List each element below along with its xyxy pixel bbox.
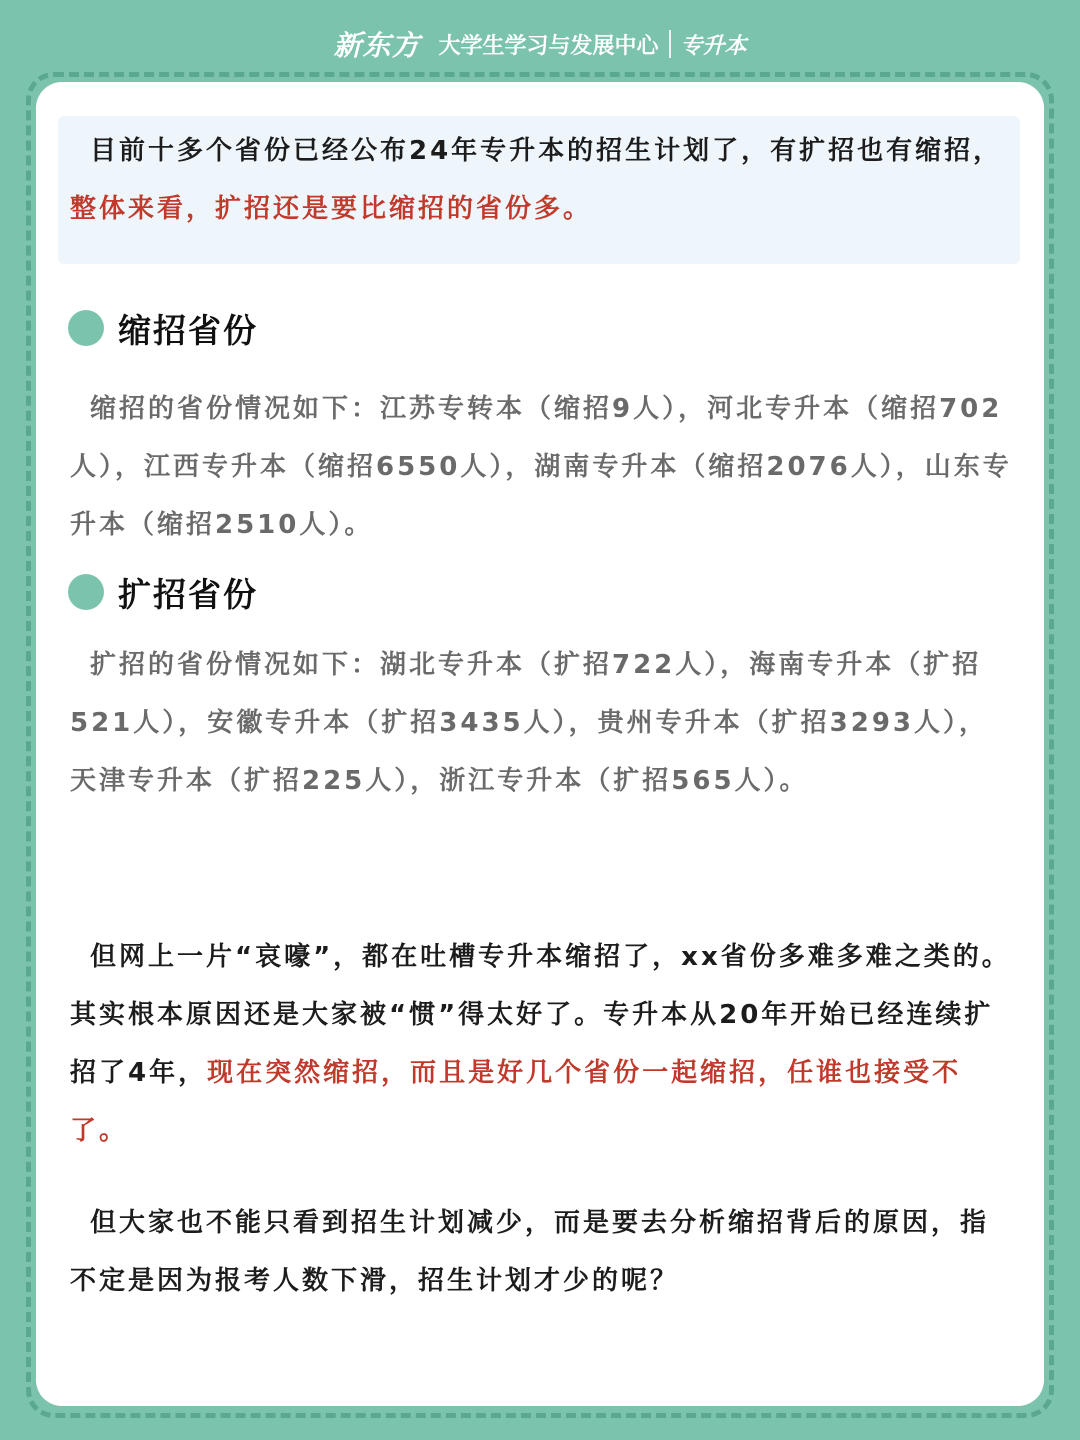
shrink-text: 缩招的省份情况如下：江苏专转本（缩招9人），河北专升本（缩招702人），江西专升本（缩招6550人），湖南专升本（缩招2076人），山东专升本（缩招2510人）。 [70,394,1012,540]
brand-center-name: 大学生学习与发展中心 [438,33,659,59]
intro-highlight: 整体来看，扩招还是要比缩招的省份多。 [70,194,593,224]
intro-paragraph [70,122,1015,238]
analysis-paragraph [70,1194,1015,1310]
complaint-paragraph [70,928,1015,1160]
brand-tag: 专升本 [680,33,747,59]
section-title-shrink [68,306,258,350]
bullet-dot-icon [68,574,104,610]
intro-text: 目前十多个省份已经公布24年专升本的招生计划了，有扩招也有缩招， [90,136,1003,166]
complaint-highlight: 现在突然缩招，而且是好几个省份一起缩招，任谁也接受不了。 [70,1058,962,1146]
brand-header [0,22,1080,66]
bullet-dot-icon [68,310,104,346]
analysis-text: 但大家也不能只看到招生计划减少，而是要去分析缩招背后的原因，指不定是因为报考人数下滑，招生计划才少的呢？ [70,1208,990,1296]
complaint-text: 但网上一片“哀嚎”，都在吐槽专升本缩招了，xx省份多难多难之类的。其实根本原因还是大家被“惯”得太好了。专升本从20年开始已经连续扩招了4年， [70,942,1011,1088]
shrink-paragraph [70,380,1015,554]
section-title-expand-text: 扩招省份 [118,574,258,614]
section-title-shrink-text: 缩招省份 [118,310,258,350]
section-title-expand [68,570,258,614]
brand-divider [669,30,671,58]
expand-paragraph [70,636,1015,810]
brand-logo: 新东方 [333,29,421,62]
expand-text: 扩招的省份情况如下：湖北专升本（扩招722人），海南专升本（扩招521人），安徽专升本（扩招3435人），贵州专升本（扩招3293人），天津专升本（扩招225人），浙江专升本（扩招565人）。 [70,650,988,796]
